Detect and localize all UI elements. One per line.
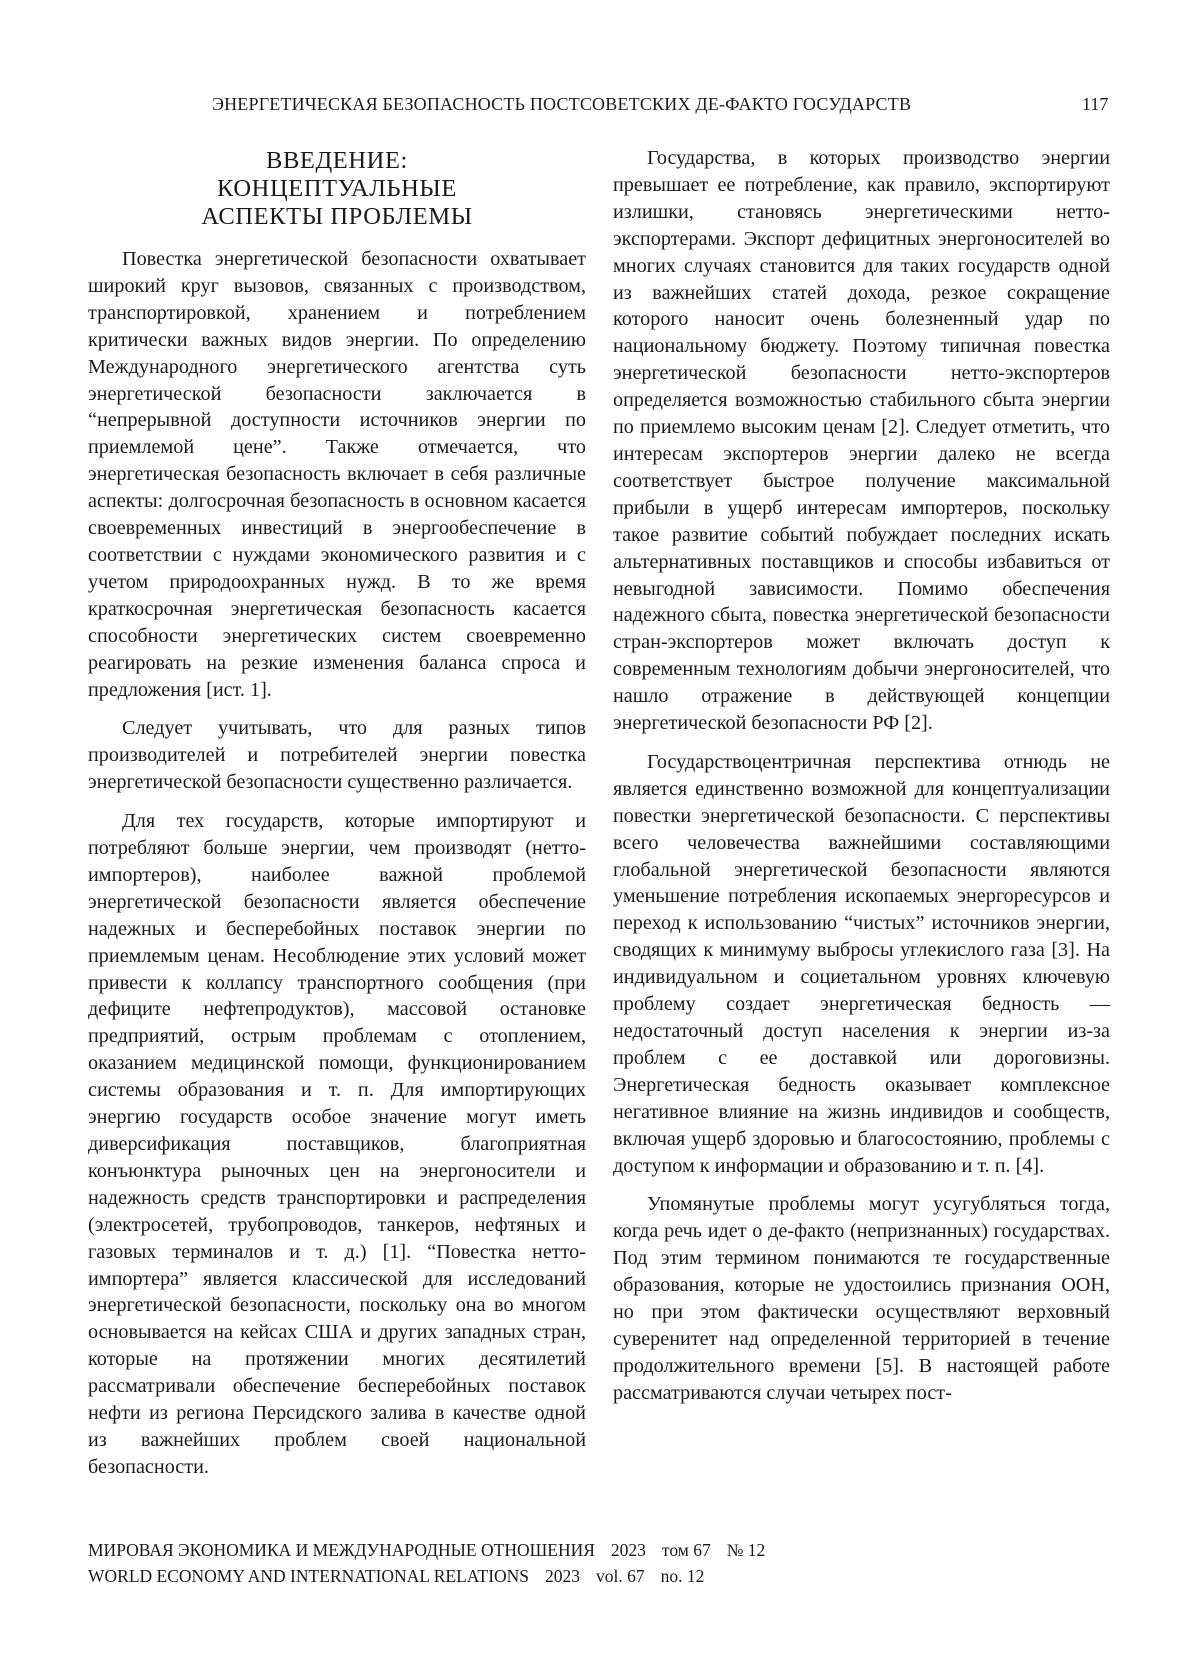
journal-year: 2023 (610, 1540, 646, 1560)
running-header (0, 94, 1200, 120)
journal-title-en: WORLD ECONOMY AND INTERNATIONAL RELATIONS (88, 1566, 530, 1586)
journal-issue: № 12 (726, 1540, 766, 1560)
journal-footer-en (88, 1563, 765, 1589)
journal-volume: том 67 (661, 1540, 711, 1560)
body-paragraph: Для тех государств, которые импортируют и потребляют больше энергии, чем производят (нетто-импортеров), наиболее важной проблемой энергетической безопасности является обеспечение надежных и бесперебойных поставок энергии по приемлемым ценам. Несоблюдение этих условий может привести к коллапсу транспортного сообщения (при дефиците нефтепродуктов), массовой остановке предприятий, острым проблемам с отоплением, оказанием медицинской помощи, функционированием системы образования и т. п. Для импортирующих энергию государств особое значение могут иметь диверсификация поставщиков, благоприятная конъюнктура рыночных цен на энергоносители и надежность средств транспортировки и распределения (электросетей, трубопроводов, танкеров, нефтяных и газовых терминалов и т. д.) [1]. “Повестка нетто-импортера” является классической для исследований энергетической безопасности, поскольку она во многом основывается на кейсах США и других западных стран, которые на протяжении многих десятилетий рассматривали обеспечение бесперебойных поставок нефти из региона Персидского залива в качестве одной из важнейших проблем своей национальной безопасности. (88, 810, 586, 1478)
journal-issue: no. 12 (660, 1566, 705, 1586)
body-paragraph: Упомянутые проблемы могут усугубляться тогда, когда речь идет о де-факто (непризнанных) государствах. Под этим термином понимаются те государственные образования, которые не удостоились признания ООН, но при этом фактически осуществляют верховный суверенитет над определенной территорией в течение продолжительного времени [5]. В настоящей работе рассматриваются случаи четырех пост- (613, 1193, 1110, 1404)
body-paragraph: Повестка энергетической безопасности охватывает широкий круг вызовов, связанных с производством, транспортировкой, хранением и потреблением критически важных видов энергии. По определению Международного энергетического агентства суть энергетической безопасности заключается в “непрерывной доступности источников энергии по приемлемой цене”. Также отмечается, что энергетическая безопасность включает в себя различные аспекты: долгосрочная безопасность в основном касается своевременных инвестиций в энергообеспечение в соответствии с нуждами экономического развития и с учетом природоохранных нужд. В то же время краткосрочная энергетическая безопасность касается способности энергетических систем своевременно реагировать на резкие изменения баланса спроса и предложения [ист. 1]. (88, 248, 586, 701)
journal-footer-ru (88, 1537, 765, 1563)
right-column (613, 145, 1110, 1419)
section-title-line: АСПЕКТЫ ПРОБЛЕМЫ (201, 203, 473, 230)
section-title-line: ВВЕДЕНИЕ: (266, 147, 408, 174)
body-paragraph: Государства, в которых производство энергии превышает ее потребление, как правило, экспортируют излишки, становясь энергетическими нетто-экспортерами. Экспорт дефицитных энергоносителей во многих случаях становится для таких государств одной из важнейших статей дохода, резкое сокращение которого наносит очень болезненный удар по национальному бюджету. Поэтому типичная повестка энергетической безопасности нетто-экспортеров определяется возможностью стабильного сбыта энергии по приемлемо высоким ценам [2]. Следует отметить, что интересам экспортеров энергии далеко не всегда соответствует быстрое получение максимальной прибыли в ущерб интересам импортеров, поскольку такое развитие событий побуждает последних искать альтернативных поставщиков и способы избавиться от невыгодной зависимости. Помимо обеспечения надежного сбыта, повестка энергетической безопасности стран-экспортеров может включать доступ к современным технологиям добычи энергоносителей, что нашло отражение в действующей концепции энергетической безопасности РФ [2]. (613, 147, 1110, 735)
section-title-line: КОНЦЕПТУАЛЬНЫЕ (217, 175, 457, 202)
running-title: ЭНЕРГЕТИЧЕСКАЯ БЕЗОПАСНОСТЬ ПОСТСОВЕТСКИХ ДЕ-ФАКТО ГОСУДАРСТВ (212, 94, 912, 114)
journal-year: 2023 (545, 1566, 581, 1586)
journal-title-ru: МИРОВАЯ ЭКОНОМИКА И МЕЖДУНАРОДНЫЕ ОТНОШЕНИЯ (88, 1540, 595, 1560)
left-column (88, 145, 586, 1493)
journal-footer (88, 1537, 765, 1589)
section-title (88, 147, 586, 231)
body-paragraph: Государствоцентричная перспектива отнюдь не является единственно возможной для концептуализации повестки энергетической безопасности. С перспективы всего человечества важнейшими составляющими глобальной энергетической безопасности являются уменьшение потребления ископаемых энергоресурсов и переход к использованию “чистых” источников энергии, сводящих к минимуму выбросы углекислого газа [3]. На индивидуальном и социетальном уровнях ключевую проблему создает энергетическая бедность — недостаточный доступ населения к энергии из-за проблем с ее доставкой или дороговизны. Энергетическая бедность оказывает комплексное негативное влияние на жизнь индивидов и сообществ, включая ущерб здоровью и благосостоянию, проблемы с доступом к информации и образованию и т. п. [4]. (613, 750, 1110, 1177)
body-paragraph: Следует учитывать, что для разных типов производителей и потребителей энергии повестка энергетической безопасности существенно различается. (88, 717, 586, 794)
journal-volume: vol. 67 (596, 1566, 645, 1586)
page-number: 117 (1082, 94, 1109, 114)
